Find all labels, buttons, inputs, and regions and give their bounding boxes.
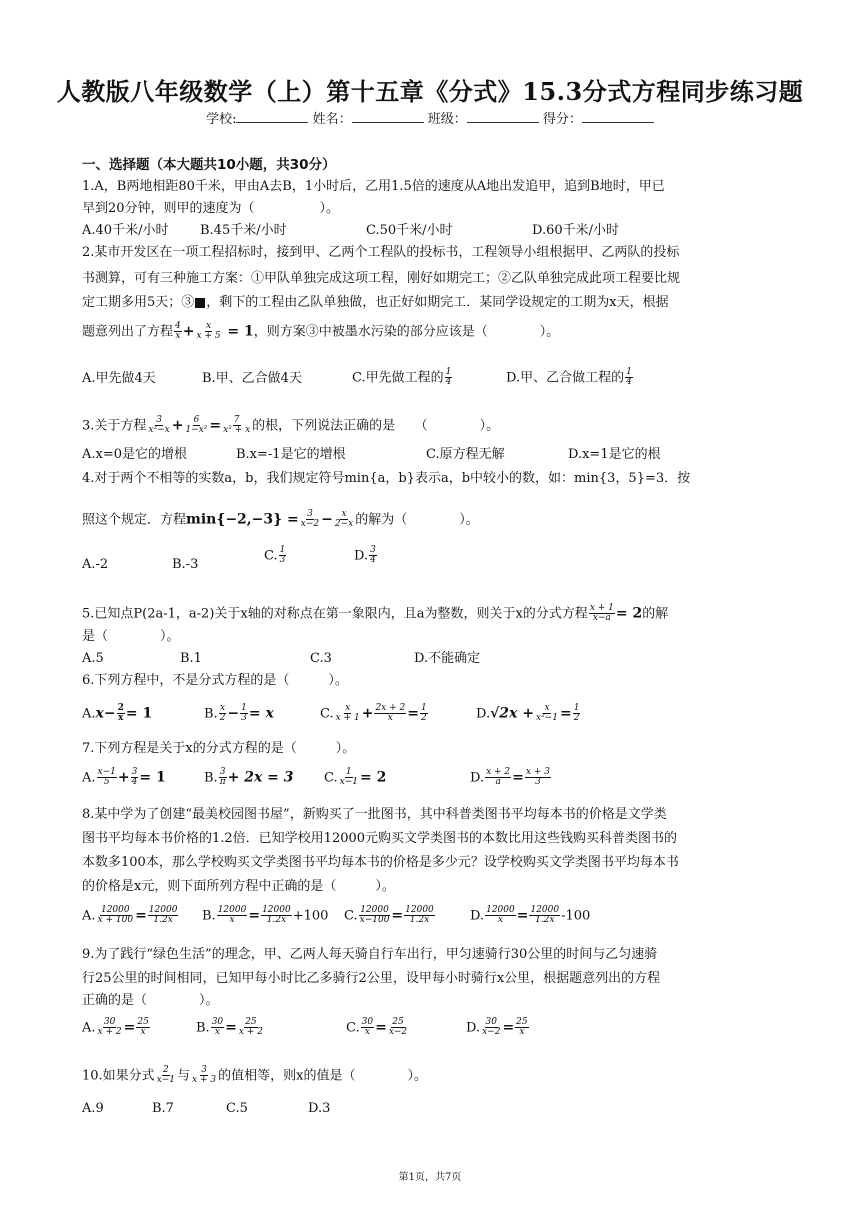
eq-fraction: $\frac{3}{\text{x²−x}}$ <box>148 415 170 436</box>
eq-fraction: $\frac{3}{4}$ <box>131 767 138 788</box>
student-info-row <box>0 108 860 127</box>
q5-option-a[interactable]: A.5 <box>82 651 104 666</box>
ink-stain-icon <box>195 298 205 308</box>
eq-fraction: $\frac{2}{x}$ <box>117 703 124 724</box>
q2-option-d[interactable] <box>506 368 634 388</box>
eq-fraction: $\frac{12000}{1.2x}$ <box>530 905 560 926</box>
eq-fraction: $\frac{30}{x + 2}$ <box>97 1017 122 1038</box>
page-footer: 第1页，共7页 <box>398 1172 462 1183</box>
eq-fraction: $\frac{x}{x + 5}$ <box>196 321 221 342</box>
q3-option-a[interactable]: A.x=0是它的增根 <box>82 447 188 462</box>
q6-option-a[interactable]: A.x− $\frac{2}{x}$ = 1 <box>82 703 153 724</box>
q2-line3-start: 定工期多用5天；③ <box>82 295 195 310</box>
eq-fraction: $\frac{2}{x-1}$ <box>156 1065 176 1086</box>
q4-line2-end: 的解为（ ）。 <box>355 512 479 528</box>
q6-option-c[interactable]: C. $\frac{x}{x + 1}$ + $\frac{2x + 2}{x}$ = $\frac{1}{2}$ <box>320 703 427 724</box>
section-heading: 一、选择题（本大题共10小题，共30分） <box>82 157 336 173</box>
q6-option-b-label: B. <box>204 706 218 722</box>
q3-option-d[interactable]: D.x=1是它的根 <box>568 447 661 462</box>
score-blank[interactable] <box>582 110 654 123</box>
q8-option-b-label: B. <box>202 908 216 924</box>
q4-option-c-label: C. <box>264 548 278 564</box>
q6-option-b[interactable]: B. $\frac{x}{2}$ − $\frac{1}{3}$ = x <box>204 703 274 724</box>
q7-option-c[interactable]: C. $\frac{1}{x-1}$ = 2 <box>324 767 387 788</box>
q10-line <box>82 1066 427 1086</box>
q3-line: 3.关于方程 $\frac{3}{\text{x²−x}}$ + $\frac{6}{\text{1−x²}}$ = $\frac{7}{\text{x² + x}}$ 的根，下列说法正确的是 （ ）。 <box>82 415 500 436</box>
school-blank[interactable] <box>236 110 308 123</box>
one-quarter-fraction: $\frac{1}{4}$ <box>626 367 632 388</box>
eq-fraction: $\frac{3}{x + 3}$ <box>192 1065 217 1086</box>
q5-line2: 是（ ）。 <box>82 629 180 644</box>
q7-option-b-label: B. <box>204 770 218 786</box>
q2-line4-end: ，则方案③中被墨水污染的部分应该是（ ）。 <box>253 324 560 340</box>
eq-fraction: $\frac{1}{3}$ <box>241 703 247 724</box>
q6-option-d[interactable]: D.√2x + $\frac{x}{\text{x²−1}}$ = $\frac{1}{2}$ <box>476 703 580 724</box>
q9-option-d[interactable]: D. $\frac{30}{x-2}$ = $\frac{25}{x}$ <box>466 1017 528 1038</box>
eq-fraction: $\frac{4}{x}$ <box>175 321 181 342</box>
q4-option-d-label: D. <box>354 548 369 564</box>
eq-fraction: $\frac{12000}{x}$ <box>486 905 515 926</box>
q8-option-c[interactable]: C. $\frac{12000}{x-100}$ = $\frac{12000}{1.2x}$ <box>344 905 434 926</box>
eq-fraction: $\frac{25}{x}$ <box>516 1017 528 1038</box>
q2-option-c-label: C.甲先做工程的 <box>352 370 444 386</box>
q8-line2: 图书平均每本书价格的1.2倍．已知学校用12000元购买文学类图书的本数比用这些钱购买科普类图书的 <box>82 831 678 846</box>
q5-line1-end: 的解 <box>642 606 669 622</box>
eq-fraction: $\frac{12000}{x-100}$ <box>359 905 390 926</box>
q9-option-b[interactable]: B. $\frac{30}{x}$ = $\frac{25}{x + 2}$ <box>196 1017 263 1038</box>
eq-fraction: $\frac{x + 2}{a}$ <box>486 767 511 788</box>
q2-line4: 题意列出了方程 $\frac{4}{x}$ + $\frac{x}{x + 5}$ = 1，则方案③中被墨水污染的部分应该是（ ）。 <box>82 321 560 342</box>
q3-end: 的根，下列说法正确的是 （ ）。 <box>252 418 500 434</box>
q1-option-c[interactable]: C.50千米/小时 <box>366 223 453 238</box>
eq-fraction: $\frac{x}{2-x}$ <box>334 509 354 530</box>
q2-option-b[interactable]: B.甲、乙合做4天 <box>202 371 302 386</box>
q2-option-c[interactable] <box>352 368 453 388</box>
q2-line2: 书测算，可有三种施工方案：①甲队单独完成这项工程，刚好如期完工；②乙队单独完成此项工程要比规 <box>82 271 681 286</box>
eq-fraction: $\frac{x}{x + 1}$ <box>335 703 360 724</box>
one-third-fraction: $\frac{1}{3}$ <box>279 545 286 566</box>
q1-line1: 1.A，B两地相距80千米，甲由A去B，1小时后，乙用1.5倍的速度从A地出发追甲，追到B地时，甲已 <box>82 179 665 194</box>
q7-option-c-label: C. <box>324 770 338 786</box>
q5-option-d[interactable]: D.不能确定 <box>414 651 481 666</box>
class-blank[interactable] <box>467 110 539 123</box>
q5-option-b[interactable]: B.1 <box>180 651 202 666</box>
eq-fraction: $\frac{x}{2}$ <box>219 703 226 724</box>
eq-fraction: $\frac{25}{x + 2}$ <box>238 1017 263 1038</box>
eq-fraction: $\frac{7}{\text{x² + x}}$ <box>223 415 251 436</box>
school-label: 学校: <box>206 112 237 127</box>
q10-end: 的值相等，则x的值是（ ）。 <box>218 1068 427 1084</box>
eq-fraction: $\frac{1}{x-1}$ <box>339 767 358 788</box>
q9-line2: 行25公里的时间相同，已知甲每小时比乙多骑行2公里，设甲每小时骑行x公里，根据题意列出的方程 <box>82 971 661 986</box>
eq-fraction: $\frac{x + 1}{x-a}$ <box>589 603 614 624</box>
page-title: 人教版八年级数学（上）第十五章《分式》15.3分式方程同步练习题 <box>56 77 804 106</box>
q9-option-a-label: A. <box>82 1020 96 1036</box>
q4-option-a[interactable]: A.-2 <box>82 557 109 572</box>
eq-fraction: $\frac{6}{\text{1−x²}}$ <box>185 415 208 436</box>
q9-option-c-label: C. <box>346 1020 360 1036</box>
q7-option-a-label: A. <box>82 770 96 786</box>
three-quarter-fraction: $\frac{3}{4}$ <box>370 545 376 566</box>
eq-fraction: $\frac{12000}{1.2x}$ <box>405 905 434 926</box>
eq-fraction: $\frac{30}{x}$ <box>211 1017 224 1038</box>
q2-line4-start: 题意列出了方程 <box>82 324 174 340</box>
q1-option-b[interactable]: B.45千米/小时 <box>200 223 287 238</box>
q9-line1: 9.为了践行“绿色生活”的理念，甲、乙两人每天骑自行车出行，甲匀速骑行30公里的时间与乙匀速骑 <box>82 947 658 962</box>
q4-line1: 4.对于两个不相等的实数a，b，我们规定符号min{a，b}表示a，b中较小的数，如：min{3，5}=3．按 <box>82 471 691 486</box>
eq-fraction: $\frac{30}{x}$ <box>361 1017 374 1038</box>
q8-option-d-label: D. <box>470 908 485 924</box>
eq-fraction: $\frac{12000}{1.2x}$ <box>262 905 291 926</box>
q4-line2-start: 照这个规定．方程 <box>82 512 187 528</box>
q2-line1: 2.某市开发区在一项工程招标时，接到甲、乙两个工程队的投标书，工程领导小组根据甲、乙两队的投标 <box>82 245 680 260</box>
eq-fraction: $\frac{25}{x}$ <box>137 1017 149 1038</box>
q8-line3: 本数多100本，那么学校购买文学类图书平均每本书的价格是多少元？设学校购买文学类图书平均每本书 <box>82 855 679 870</box>
eq-fraction: $\frac{x-1}{5}$ <box>97 767 116 788</box>
q6-option-c-label: C. <box>320 706 334 722</box>
q10-option-d[interactable]: D.3 <box>308 1101 331 1116</box>
q7-option-d[interactable]: D. $\frac{x + 2}{a}$ = $\frac{x + 3}{3}$ <box>470 767 550 788</box>
eq-fraction: $\frac{12000}{x}$ <box>217 905 247 926</box>
q8-option-a-label: A. <box>82 908 96 924</box>
q9-option-b-label: B. <box>196 1020 210 1036</box>
q7-option-b[interactable]: B. $\frac{3}{\pi}$ + 2x = 3 <box>204 767 294 788</box>
q2-line3-end: ，剩下的工程由乙队单独做，也正好如期完工．某同学设规定的工期为x天，根据 <box>206 295 669 310</box>
q7-option-d-label: D. <box>470 770 485 786</box>
q4-option-c[interactable] <box>264 546 287 566</box>
q9-option-a[interactable]: A. $\frac{30}{x + 2}$ = $\frac{25}{x}$ <box>82 1017 149 1038</box>
q3-option-b[interactable]: B.x=-1是它的增根 <box>236 447 346 462</box>
q9-option-d-label: D. <box>466 1020 481 1036</box>
eq-fraction: $\frac{12000}{x + 100}$ <box>97 905 134 926</box>
eq-fraction: $\frac{2x + 2}{x}$ <box>375 703 406 724</box>
class-label: 班级： <box>427 112 467 127</box>
q1-option-a[interactable]: A.40千米/小时 <box>82 223 169 238</box>
q2-line3 <box>82 296 669 309</box>
q9-line3: 正确的是（ ）。 <box>82 993 219 1008</box>
q10-option-c[interactable]: C.5 <box>226 1101 248 1116</box>
name-blank[interactable] <box>352 110 424 123</box>
q3-option-c[interactable]: C.原方程无解 <box>426 447 505 462</box>
q3-start: 3.关于方程 <box>82 418 147 434</box>
eq-fraction: $\frac{12000}{1.2x}$ <box>148 905 178 926</box>
q1-option-d[interactable]: D.60千米/小时 <box>532 223 620 238</box>
eq-fraction: $\frac{3}{x-2}$ <box>300 509 320 530</box>
q10-option-b[interactable]: B.7 <box>152 1101 174 1116</box>
q1-line2: 早到20分钟，则甲的速度为（ ）。 <box>82 201 340 216</box>
q8-option-b[interactable]: B. $\frac{12000}{x}$ = $\frac{12000}{1.2x}$ +100 <box>202 905 329 926</box>
q7-line1: 7.下列方程是关于x的分式方程的是（ ）。 <box>82 741 356 756</box>
q8-option-a[interactable]: A. $\frac{12000}{x + 100}$ = $\frac{12000}{1.2x}$ <box>82 905 178 926</box>
eq-fraction: $\frac{30}{x-2}$ <box>482 1017 501 1038</box>
score-label: 得分： <box>542 112 582 127</box>
q8-option-d[interactable]: D. $\frac{12000}{x}$ = $\frac{12000}{1.2x}$ -100 <box>470 905 591 926</box>
q10-start: 10.如果分式 <box>82 1068 155 1084</box>
q8-line1: 8.某中学为了创建“最美校园图书屋”，新购买了一批图书，其中科普类图书平均每本书的价格是文学类 <box>82 807 667 822</box>
q4-option-d[interactable] <box>354 546 378 566</box>
eq-fraction: $\frac{3}{\pi}$ <box>219 767 226 788</box>
eq-fraction: $\frac{x + 3}{3}$ <box>525 767 550 788</box>
one-quarter-fraction: $\frac{1}{4}$ <box>445 367 452 388</box>
q9-option-c[interactable]: C. $\frac{30}{x}$ = $\frac{25}{x-2}$ <box>346 1017 408 1038</box>
eq-fraction: $\frac{x}{\text{x²−1}}$ <box>536 703 558 724</box>
q5-option-c[interactable]: C.3 <box>310 651 332 666</box>
q7-option-a[interactable]: A. $\frac{x-1}{5}$ + $\frac{3}{4}$ = 1 <box>82 767 166 788</box>
q4-option-b[interactable]: B.-3 <box>172 557 199 572</box>
q5-line1-start: 5.已知点P(2a-1，a-2)关于x轴的对称点在第一象限内，且a为整数，则关于x的分式方程 <box>82 606 588 622</box>
q2-option-a[interactable]: A.甲先做4天 <box>82 371 156 386</box>
q6-option-a-label: A. <box>82 706 96 722</box>
q2-option-d-label: D.甲、乙合做工程的 <box>506 370 625 386</box>
q8-line4: 的价格是x元，则下面所列方程中正确的是（ ）。 <box>82 879 395 894</box>
q6-option-d-label: D. <box>476 706 491 722</box>
eq-fraction: $\frac{1}{2}$ <box>420 703 427 724</box>
q8-option-c-label: C. <box>344 908 358 924</box>
minus-100: -100 <box>561 908 591 924</box>
q10-mid: 与 <box>177 1068 191 1084</box>
q6-line1: 6.下列方程中，不是分式方程的是（ ）。 <box>82 673 348 688</box>
eq-fraction: $\frac{1}{2}$ <box>573 703 580 724</box>
q10-option-a[interactable]: A.9 <box>82 1101 104 1116</box>
q4-line2: 照这个规定．方程min{−2,−3} = $\frac{3}{x-2}$ − $\frac{x}{2-x}$ 的解为（ ）。 <box>82 509 479 530</box>
plus-100: +100 <box>292 908 329 924</box>
eq-fraction: $\frac{25}{x-2}$ <box>388 1017 408 1038</box>
name-label: 姓名： <box>312 112 352 127</box>
q5-line1: 5.已知点P(2a-1，a-2)关于x轴的对称点在第一象限内，且a为整数，则关于x的分式方程 $\frac{x + 1}{x-a}$ = 2的解 <box>82 603 669 624</box>
